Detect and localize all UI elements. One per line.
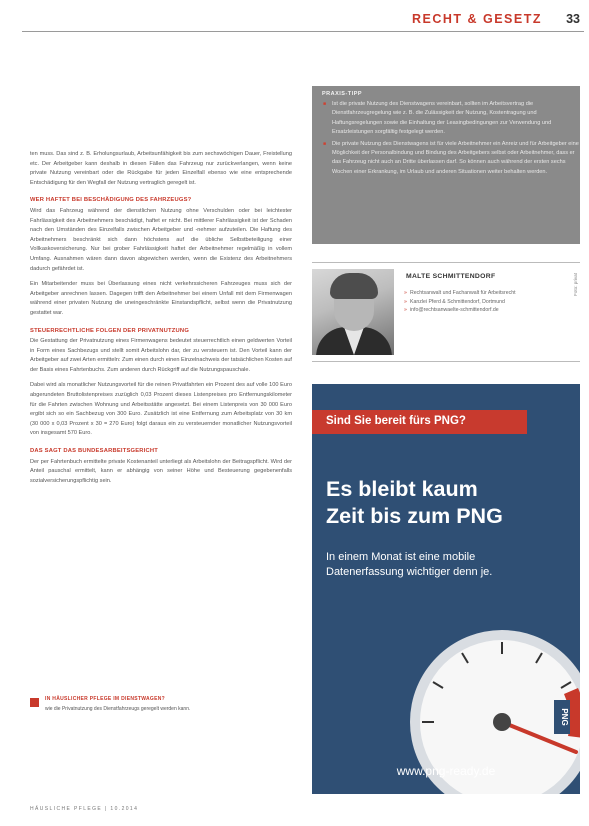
list-item: ■ Ist die private Nutzung des Dienstwagens vereinbart, sollten im Arbeitsvertrag die Dienstfahrzeugregelung wie z. B. die Zulässigkeit der Nutzung, Kostentragung und Haftungsregelungen sowie die Einhaltung der Leasingbedingungen zur Verwendung und Ersatzleistungen sorgfältig festgelegt werden. bbox=[332, 100, 584, 138]
paragraph: Wird das Fahrzeug während der dienstlichen Nutzung ohne Verschulden oder bei leichtester Fahrlässigkeit des Arbeitnehmers beschädigt, haftet er nicht. Bei mittlerer Fahrlässigkeit ist der Schaden nach den Umständen des Einzelfalls zwischen Arbeitgeber und -nehmer aufzuteilen. Die Haftung des Arbeitnehmers beschränkt sich dann höchstens auf die übliche Selbstbeteiligung einer Vollkaskoversicherung. Nur bei grober Fahrlässigkeit haftet der Arbeitnehmer regelmäßig in vollem Umfang. Ausnahmen wären dann davon abgewichen werden, wenn die Existenz des Arbeitnehmers dadurch gefährdet ist. bbox=[30, 207, 292, 272]
gauge-hub bbox=[493, 713, 511, 731]
ad-headline bbox=[326, 476, 576, 530]
page-header bbox=[386, 12, 586, 30]
paragraph: Die Gestattung der Privatnutzung eines Firmenwagens bedeutet steuerrechtlich einen geldwerten Vorteil in Form eines Sachbezugs und stellt somit Arbeitslohn dar, der zu versteuern ist. Den Vorteil kann der Arbeitgeber auf zwei Arten ermitteln: Zum einen durch einen Einzelnachweis der tatsächlichen Kosten auf der Basis eines Fahrtenbuchs. Zum anderen durch Rückgriff auf die Nutzungspauschale. bbox=[30, 338, 292, 373]
ad-banner bbox=[312, 410, 527, 434]
section-heading-haftung: WER HAFTET BEI BESCHÄDIGUNG DES FAHRZEUGS? bbox=[30, 197, 192, 204]
author-bio-line: » Rechtsanwalt und Fachanwalt für Arbeitsrecht bbox=[406, 289, 556, 298]
paragraph: Der per Fahrtenbuch ermittelte private Kostenanteil unterliegt als Arbeitslohn der Beitragspflicht. Wird der Anteil pauschal ermittelt, kann er abhängig von seiner Höhe und Besteuerung gegebenenfalls sozialversicherungspflichtig sein. bbox=[30, 458, 292, 484]
section-title: RECHT & GESETZ bbox=[411, 12, 542, 26]
header-divider bbox=[22, 31, 584, 32]
ad-banner-text: Sind Sie bereit fürs PNG? bbox=[326, 415, 466, 427]
article-intro: ten muss. Das sind z. B. Erholungsurlaub, Arbeitsunfähigkeit bis zum sechswöchigen Dauer, Freistellung etc. Der Arbeitgeber kann deshalb in diesen Fällen das Fahrzeug nur zurückverlangen, wenn keine private Nutzung vereinbart oder die Rückgabe für jeden Einzelfall ebenso wie eine entsprechende Entschädigung für den Wegfall der Nutzung vertraglich geregelt ist. bbox=[30, 151, 292, 186]
info-icon bbox=[30, 698, 39, 707]
ad-body: In einem Monat ist eine mobile Datenerfassung wichtiger denn je. bbox=[326, 551, 493, 578]
page-footer: HÄUSLICHE PFLEGE | 10.2014 bbox=[30, 806, 139, 812]
article-column bbox=[30, 150, 292, 492]
info-title: IN HÄUSLICHER PFLEGE IM DIENSTWAGEN? bbox=[45, 696, 165, 702]
info-subtitle: wie die Privatnutzung des Dienstfahrzeugs geregelt werden kann. bbox=[45, 706, 191, 712]
paragraph: Ein Mitarbeitender muss bei Überlassung eines nicht verkehrssicheren Fahrzeuges muss sich der Arbeitgeber anrechnen lassen. Dagegen trifft den Arbeitnehmer bei einem Unfall mit dem Firmenwagen während einer privaten Nutzung die uneingeschränkte Einstandspflicht, selbst wenn die Privatnutzung gestattet war. bbox=[30, 281, 292, 316]
praxis-tipp-box bbox=[312, 86, 580, 244]
author-bio bbox=[406, 289, 556, 315]
praxis-tipp-list bbox=[322, 100, 584, 179]
photo-credit: Foto: privat bbox=[573, 273, 578, 296]
page-number: 33 bbox=[566, 12, 580, 26]
advertisement[interactable] bbox=[312, 384, 580, 794]
author-bio-line: » Kanzlei Pferd & Schmittendorf, Dortmund bbox=[406, 298, 556, 307]
author-email[interactable]: » info@rechtsanwaelte-schmittendorf.de bbox=[406, 306, 556, 315]
author-box bbox=[312, 262, 580, 362]
ad-url-link[interactable]: www.png-ready.de bbox=[396, 764, 496, 778]
author-photo bbox=[312, 269, 394, 355]
photo-hair bbox=[330, 273, 378, 299]
gauge-label: PNG bbox=[560, 708, 569, 726]
paragraph: Dabei wird als monatlicher Nutzungsvorteil für die reinen Privatfahrten ein Prozent des auf volle 100 Euro abgerundeten Bruttolistenpreises zuzüglich 0,03 Prozent dieses Listenpreises pro Entfernungskilometer für die Fahrten zwischen Wohnung und Arbeitsstätte angesetzt. Bei einem Listenpreis von 30 000 Euro ergibt sich so ein Sachbezug von 300 Euro. Zusätzlich ist eine Entfernung zum Arbeitsplatz von 30 km (30 000 x 0,03 Prozent x 30 = 270 Euro) folgt daraus ein zu versteuernder monatlicher Nutzungsvorteil von insgesamt 570 Euro. bbox=[30, 382, 292, 437]
author-name: MALTE SCHMITTENDORF bbox=[406, 273, 496, 280]
praxis-tipp-heading: PRAXIS-TIPP bbox=[322, 91, 363, 97]
info-box[interactable] bbox=[30, 696, 292, 718]
list-item: ■ Die private Nutzung des Dienstwagens ist für viele Arbeitnehmer ein Anreiz und für Arbeitgeber eine Möglichkeit der Personalbindung und Bindung des Arbeitgebers selbst oder Arbeitnehmer, dass er das Fahrzeug nicht auch an Dritte überlassen darf. So können auch während der ersten sechs Wochen einer Erkrankung, im Urlaub und anderen Situationen weiter behalten werden. bbox=[332, 140, 584, 178]
section-heading-steuer: STEUERRECHTLICHE FOLGEN DER PRIVATNUTZUNG bbox=[30, 327, 190, 334]
ad-headline-line: Zeit bis zum PNG bbox=[326, 504, 503, 528]
ad-headline-line: Es bleibt kaum bbox=[326, 477, 478, 501]
section-heading-bag: DAS SAGT DAS BUNDESARBEITSGERICHT bbox=[30, 448, 159, 455]
